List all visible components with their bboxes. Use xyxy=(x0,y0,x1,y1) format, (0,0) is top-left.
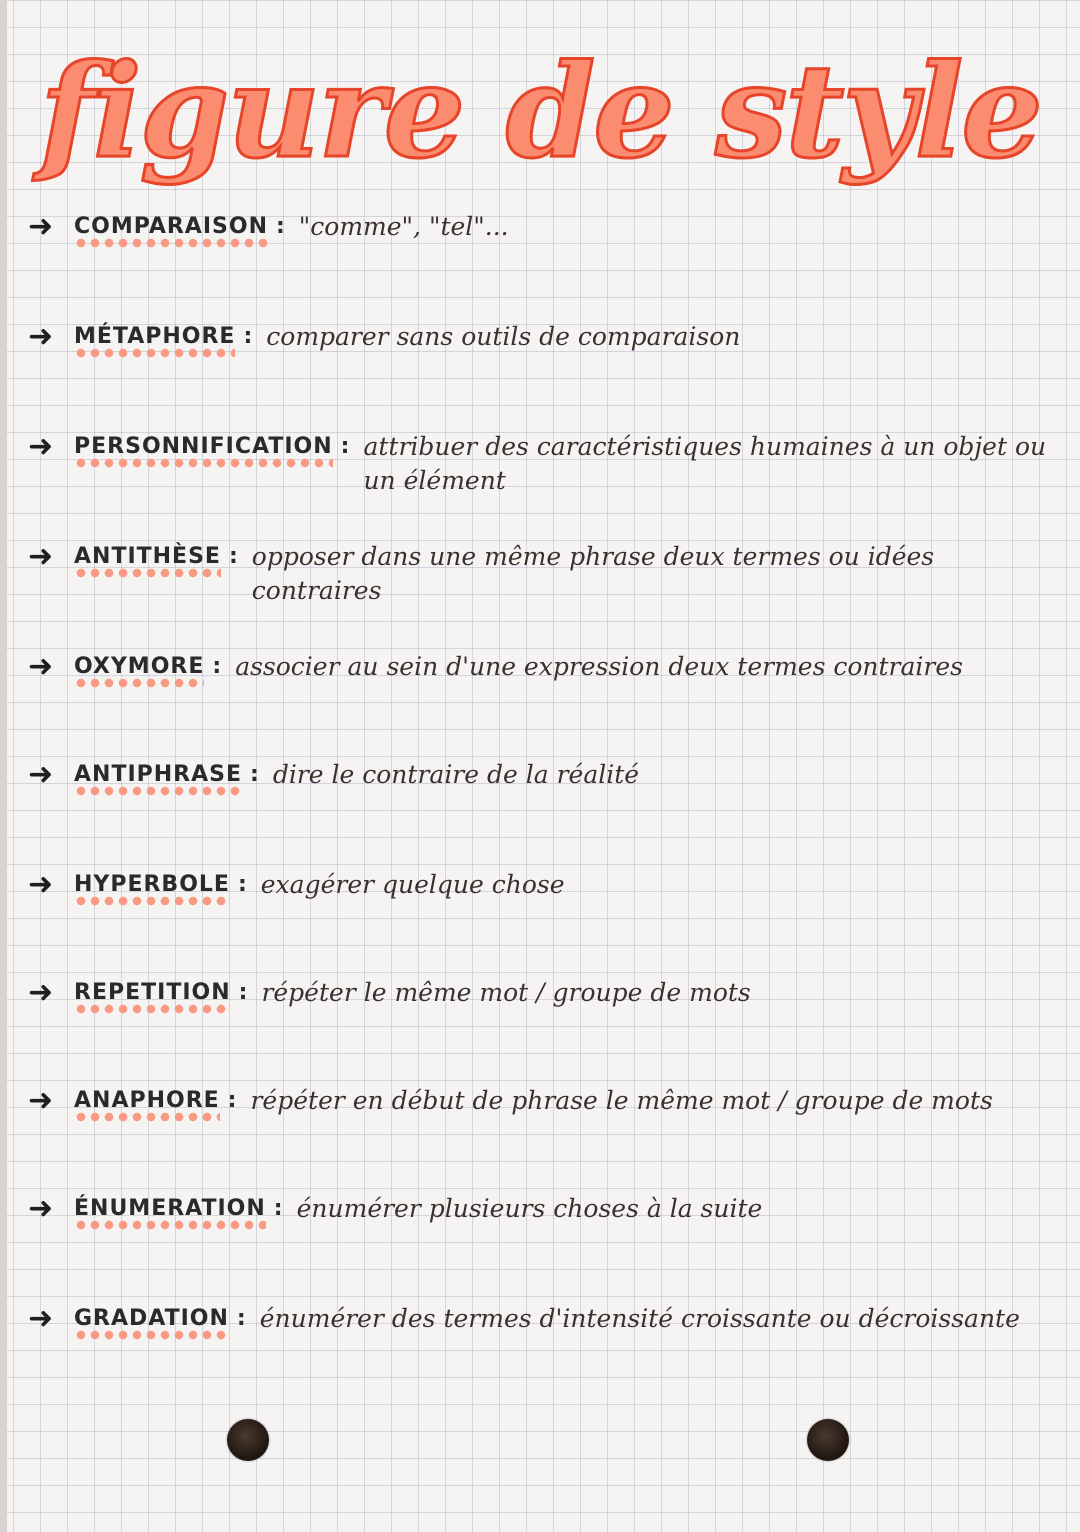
term-definition: exagérer quelque chose xyxy=(260,870,565,899)
term-label: GRADATION xyxy=(74,1304,229,1340)
term-label: ANTIPHRASE xyxy=(74,760,242,796)
term-colon: : xyxy=(212,654,222,679)
entry-gradation xyxy=(28,1301,1058,1340)
entry-antiphrase xyxy=(28,757,1058,796)
term-definition: répéter en début de phrase le même mot / groupe de mots xyxy=(250,1086,993,1115)
term-label: ÉNUMERATION xyxy=(74,1194,266,1230)
term-colon: : xyxy=(250,762,259,787)
term-label: REPETITION xyxy=(74,978,231,1014)
binder-hole-right xyxy=(807,1419,849,1461)
term-colon: : xyxy=(237,872,247,897)
arrow-icon: ➜ xyxy=(28,649,54,684)
term-label: HYPERBOLE xyxy=(74,870,230,906)
term-definition: dire le contraire de la réalité xyxy=(272,760,640,789)
term-colon: : xyxy=(228,544,238,569)
term-colon: : xyxy=(238,980,248,1005)
arrow-icon: ➜ xyxy=(28,867,54,902)
entry-personnification xyxy=(28,429,1058,498)
arrow-icon: ➜ xyxy=(28,757,54,792)
term-label: ANAPHORE xyxy=(74,1086,220,1122)
term-colon: : xyxy=(340,434,350,459)
term-definition: répéter le même mot / groupe de mots xyxy=(261,978,751,1007)
arrow-icon: ➜ xyxy=(28,975,54,1010)
term-label: ANTITHÈSE xyxy=(74,542,221,578)
term-definition: "comme", "tel"... xyxy=(298,212,509,241)
binder-hole-left xyxy=(227,1419,269,1461)
entry-antithese xyxy=(28,539,1058,608)
entry-anaphore xyxy=(28,1083,1058,1122)
term-definition: comparer sans outils de comparaison xyxy=(266,322,741,351)
term-colon: : xyxy=(236,1306,246,1331)
term-colon: : xyxy=(275,214,285,239)
entry-repetition xyxy=(28,975,1058,1014)
arrow-icon: ➜ xyxy=(28,1301,54,1336)
term-definition: énumérer des termes d'intensité croissante ou décroissante xyxy=(259,1304,1020,1333)
arrow-icon: ➜ xyxy=(28,539,54,574)
entry-comparaison xyxy=(28,209,1058,248)
term-definition: énumérer plusieurs choses à la suite xyxy=(296,1194,763,1223)
term-definition: opposer dans une même phrase deux termes ou idées contraires xyxy=(251,542,935,605)
term-label: MÉTAPHORE xyxy=(74,322,235,358)
entry-enumeration xyxy=(28,1191,1058,1230)
arrow-icon: ➜ xyxy=(28,1191,54,1226)
term-definition: associer au sein d'une expression deux termes contraires xyxy=(235,652,963,681)
term-label: PERSONNIFICATION xyxy=(74,432,333,468)
term-colon: : xyxy=(227,1088,237,1113)
entry-metaphore xyxy=(28,319,1058,358)
term-colon: : xyxy=(243,324,253,349)
arrow-icon: ➜ xyxy=(28,209,54,244)
page-title: figure de style xyxy=(40,37,1041,187)
entry-hyperbole xyxy=(28,867,1058,906)
page-margin-edge xyxy=(0,0,7,1532)
arrow-icon: ➜ xyxy=(28,1083,54,1118)
arrow-icon: ➜ xyxy=(28,429,54,464)
term-label: COMPARAISON xyxy=(74,212,268,248)
term-colon: : xyxy=(273,1196,283,1221)
term-label: OXYMORE xyxy=(74,652,204,688)
term-definition: attribuer des caractéristiques humaines à un objet ou un élément xyxy=(363,432,1047,495)
arrow-icon: ➜ xyxy=(28,319,54,354)
entry-oxymore xyxy=(28,649,1058,688)
